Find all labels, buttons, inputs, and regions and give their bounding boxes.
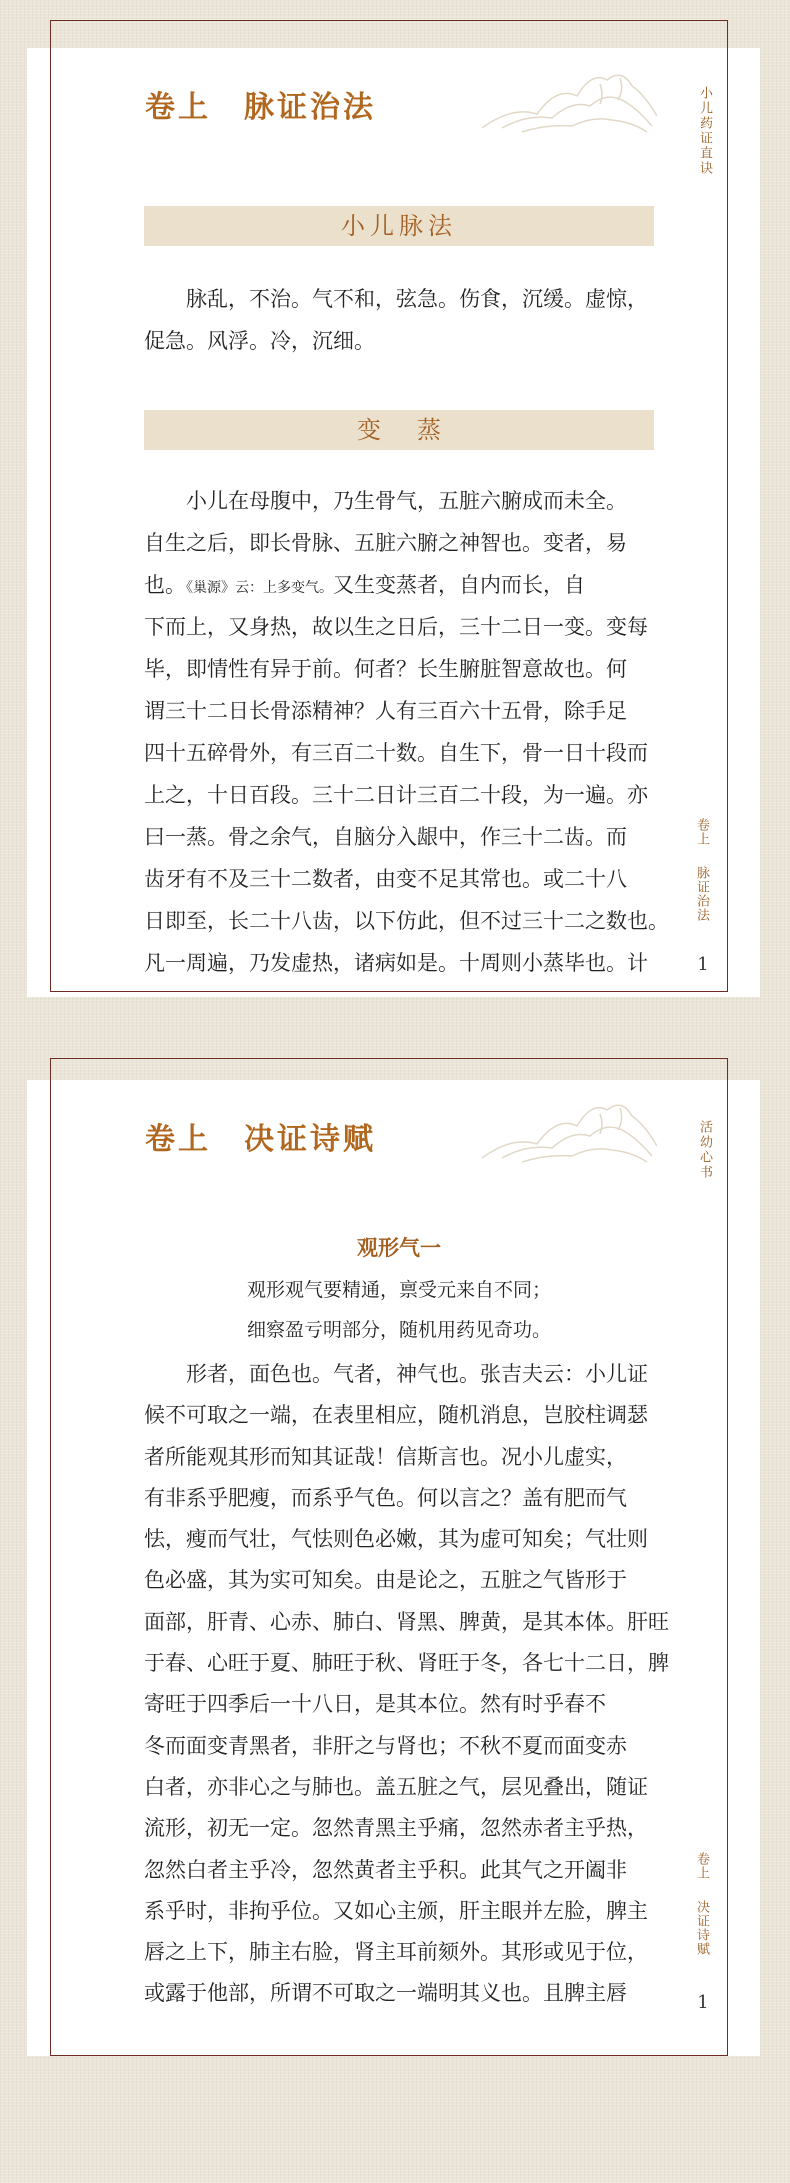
running-chapter-label: 卷上 (694, 818, 709, 846)
text-line: 忽然白者主乎冷，忽然黄者主乎积。此其气之开阖非 (144, 1857, 627, 1882)
book-title-vertical: 活幼心书 (697, 1120, 712, 1180)
poem-line: 细察盈亏明部分，随机用药见奇功。 (246, 1319, 551, 1341)
text-line: 冬而面变青黑者，非肝之与肾也；不秋不夏而面变赤 (144, 1733, 627, 1758)
text-line: 曰一蒸。骨之余气，自脑分入龈中，作三十二齿。而 (144, 825, 627, 849)
text-line: 唇之上下，肺主右脸，肾主耳前颏外。其形或见于位， (144, 1940, 648, 1965)
section-body (144, 1354, 674, 2015)
book-page-1 (27, 48, 760, 997)
text-line: 流形，初无一定。忽然青黑主乎痛，忽然赤者主乎热， (144, 1816, 648, 1841)
text-line: 系乎时，非拘乎位。又如心主颁，肝主眼并左脸，脾主 (144, 1898, 648, 1923)
running-chapter-label: 卷上 (694, 1852, 709, 1880)
text-line: 谓三十二日长骨添精神？人有三百六十五骨，除手足 (144, 699, 627, 723)
poem-title: 观形气一 (357, 1235, 441, 1260)
section-body (144, 278, 674, 362)
poem-line: 观形观气要精通，禀受元来自不同； (246, 1279, 551, 1301)
text-line: 自生之后，即长骨脉、五脏六腑之神智也。变者，易 (144, 531, 627, 555)
chapter-title: 卷上 脉证治法 (145, 90, 376, 125)
page-number: 1 (697, 954, 709, 975)
text-line: 色必盛，其为实可知矣。由是论之，五脏之气皆形于 (144, 1568, 627, 1593)
chapter-title: 卷上 决证诗赋 (145, 1122, 376, 1157)
book-title-vertical: 小儿药证直诀 (697, 86, 712, 176)
text-line: 毕，即情性有异于前。何者？长生腑脏智意故也。何 (144, 657, 627, 681)
text-line: 上之，十日百段。三十二日计三百二十段，为一遍。亦 (144, 783, 648, 807)
text-line: 寄旺于四季后一十八日，是其本位。然有时乎春不 (144, 1692, 606, 1717)
text-line: 齿牙有不及三十二数者，由变不足其常也。或二十八 (144, 867, 627, 891)
text-line: 于春、心旺于夏、肺旺于秋、肾旺于冬，各七十二日，脾 (144, 1651, 669, 1676)
text-line: 下而上，又身热，故以生之日后，三十二日一变。变每 (144, 615, 648, 639)
text-line: 日即至，长二十八齿，以下仿此，但不过三十二之数也。 (144, 909, 669, 933)
text-line: 面部，肝青、心赤、肺白、肾黑、脾黄，是其本体。肝旺 (144, 1609, 669, 1634)
text-line: 凡一周遍，乃发虚热，诸病如是。十周则小蒸毕也。计 (144, 951, 648, 975)
running-section-label: 决证诗赋 (694, 1900, 709, 1956)
section-heading: 小儿脉法 (144, 206, 654, 246)
text-line: 怯，瘦而气壮，气怯则色必嫩，其为虚可知矣；气壮则 (144, 1527, 648, 1552)
running-section-label: 脉证治法 (694, 866, 709, 922)
text-line: 促急。风浮。冷，沉细。 (144, 329, 375, 353)
section-heading-label: 变蒸 (357, 416, 477, 444)
mountain-ornament-icon (482, 66, 657, 136)
text-line: 形者，面色也。气者，神气也。张吉夫云：小儿证 (186, 1362, 648, 1386)
text-line: 白者，亦非心之与肺也。盖五脏之气，层见叠出，随证 (144, 1774, 648, 1799)
text-line: 四十五碎骨外，有三百二十数。自生下，骨一日十段而 (144, 741, 648, 765)
text-line: 有非系乎肥瘦，而系乎气色。何以言之？盖有肥而气 (144, 1485, 627, 1510)
text-line: 或露于他部，所谓不可取之一端明其义也。且脾主唇 (144, 1981, 627, 2006)
text-line (144, 564, 674, 606)
text-fragment: 也。 (144, 573, 186, 597)
annotation-note: 《巢源》云：上多变气。 (186, 580, 333, 596)
text-line: 脉乱，不治。气不和，弦急。伤食，沉缓。虚惊， (186, 287, 648, 311)
text-line: 者所能观其形而知其证哉！信斯言也。况小儿虚实， (144, 1444, 627, 1469)
book-page-2 (27, 1080, 760, 2056)
section-heading (144, 410, 654, 450)
page-number: 1 (697, 1992, 709, 2013)
text-fragment: 又生变蒸者，自内而长，自 (333, 573, 585, 597)
text-line: 小儿在母腹中，乃生骨气，五脏六腑成而未全。 (186, 489, 627, 513)
section-body (144, 480, 674, 984)
text-line: 候不可取之一端，在表里相应，随机消息，岂胶柱调瑟 (144, 1403, 648, 1428)
mountain-ornament-icon (482, 1096, 657, 1166)
